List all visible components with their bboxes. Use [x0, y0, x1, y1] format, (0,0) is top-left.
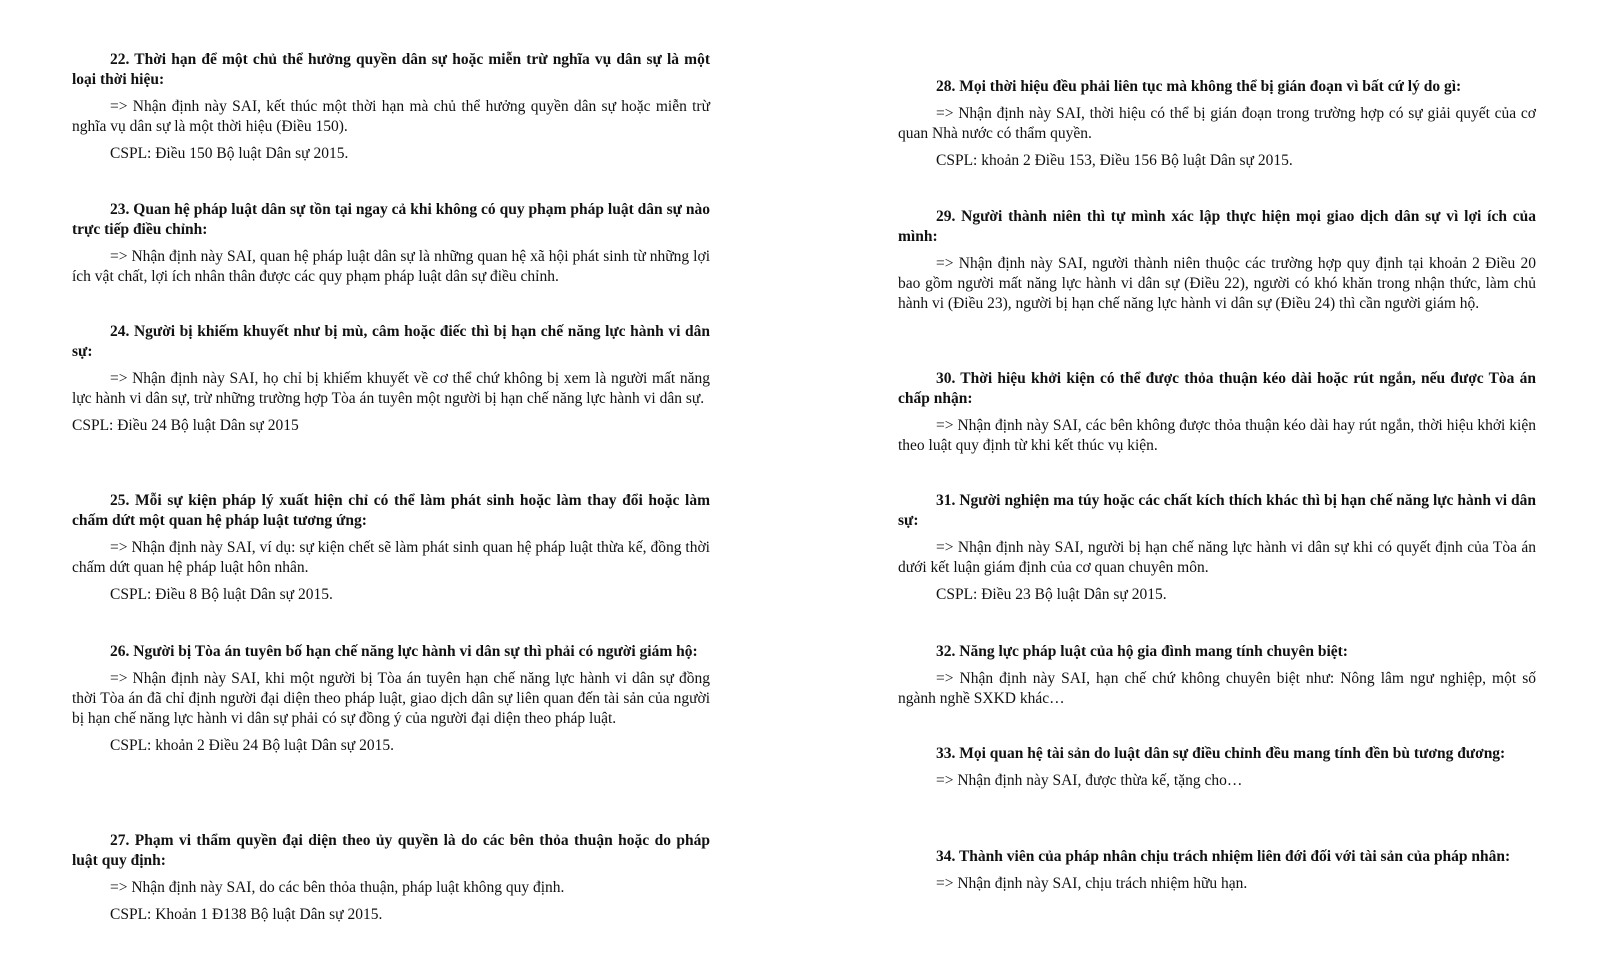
question-25 [72, 491, 710, 605]
question-title: 33. Mọi quan hệ tài sản do luật dân sự điều chỉnh đều mang tính đền bù tương đương: [936, 745, 1506, 762]
question-title: 24. Người bị khiếm khuyết như bị mù, câm hoặc điếc thì bị hạn chế năng lực hành vi dân sự: [72, 323, 710, 360]
legal-basis: CSPL: Khoản 1 Đ138 Bộ luật Dân sự 2015. [110, 906, 383, 923]
answer: => Nhận định này SAI, kết thúc một thời hạn mà chủ thể hưởng quyền dân sự hoặc miễn trừ nghĩa vụ dân sự là một thời hiệu (Điều 150). [72, 98, 710, 135]
question-title: 25. Mỗi sự kiện pháp lý xuất hiện chỉ có thể làm phát sinh hoặc làm thay đổi hoặc làm chấm dứt một quan hệ pháp luật tương ứng: [72, 492, 710, 529]
answer: => Nhận định này SAI, chịu trách nhiệm hữu hạn. [936, 875, 1248, 892]
answer: => Nhận định này SAI, họ chỉ bị khiếm khuyết về cơ thể chứ không bị xem là người mất năng lực hành vi dân sự, trừ những trường hợp Tòa án tuyên một người bị hạn chế năng lực hành vi dân sự. [72, 370, 710, 407]
answer: => Nhận định này SAI, người thành niên thuộc các trường hợp quy định tại khoản 2 Điều 20 bao gồm người mất năng lực hành vi dân sự (Điều 22), người có khó khăn trong nhận thức, làm chủ hành vi (Điều 23), người bị hạn chế năng lực hành vi dân sự (Điều 24) thì cần người giám hộ. [898, 255, 1536, 312]
question-title: 22. Thời hạn để một chủ thể hưởng quyền dân sự hoặc miễn trừ nghĩa vụ dân sự là một loại thời hiệu: [72, 51, 710, 88]
question-title: 32. Năng lực pháp luật của hộ gia đình mang tính chuyên biệt: [936, 643, 1348, 660]
question-34 [898, 847, 1536, 901]
question-title: 30. Thời hiệu khởi kiện có thể được thỏa thuận kéo dài hoặc rút ngắn, nếu được Tòa án chấp nhận: [898, 370, 1536, 407]
question-30 [898, 369, 1536, 463]
legal-basis: CSPL: Điều 8 Bộ luật Dân sự 2015. [110, 586, 333, 603]
legal-basis: CSPL: khoản 2 Điều 24 Bộ luật Dân sự 2015. [110, 737, 394, 754]
answer: => Nhận định này SAI, người bị hạn chế năng lực hành vi dân sự khi có quyết định của Tòa án dưới kết luận giám định của cơ quan chuyên môn. [898, 539, 1536, 576]
answer: => Nhận định này SAI, hạn chế chứ không chuyên biệt như: Nông lâm ngư nghiệp, một số ngành nghề SXKD khác… [898, 670, 1536, 707]
legal-basis: CSPL: Điều 150 Bộ luật Dân sự 2015. [110, 145, 349, 162]
legal-basis: CSPL: Điều 24 Bộ luật Dân sự 2015 [72, 417, 299, 434]
question-title: 27. Phạm vi thẩm quyền đại diện theo ủy quyền là do các bên thỏa thuận hoặc do pháp luật quy định: [72, 832, 710, 869]
answer: => Nhận định này SAI, ví dụ: sự kiện chết sẽ làm phát sinh quan hệ pháp luật thừa kế, đồng thời chấm dứt quan hệ pháp luật hôn nhân. [72, 539, 710, 576]
question-title: 26. Người bị Tòa án tuyên bố hạn chế năng lực hành vi dân sự thì phải có người giám hộ: [110, 643, 698, 660]
answer: => Nhận định này SAI, thời hiệu có thể bị gián đoạn trong trường hợp có sự giải quyết của cơ quan Nhà nước có thẩm quyền. [898, 105, 1536, 142]
question-31 [898, 491, 1536, 605]
question-title: 34. Thành viên của pháp nhân chịu trách nhiệm liên đới đối với tài sản của pháp nhân: [936, 848, 1511, 865]
question-title: 31. Người nghiện ma túy hoặc các chất kích thích khác thì bị hạn chế năng lực hành vi dân sự: [898, 492, 1536, 529]
answer: => Nhận định này SAI, quan hệ pháp luật dân sự là những quan hệ xã hội phát sinh từ những lợi ích vật chất, lợi ích nhân thân được các quy phạm pháp luật dân sự điều chỉnh. [72, 248, 710, 285]
question-23 [72, 200, 710, 294]
question-33 [898, 744, 1536, 798]
legal-basis: CSPL: khoản 2 Điều 153, Điều 156 Bộ luật Dân sự 2015. [936, 152, 1293, 169]
answer: => Nhận định này SAI, được thừa kế, tặng cho… [936, 772, 1243, 789]
answer: => Nhận định này SAI, do các bên thỏa thuận, pháp luật không quy định. [110, 879, 565, 896]
question-title: 23. Quan hệ pháp luật dân sự tồn tại ngay cả khi không có quy phạm pháp luật dân sự nào trực tiếp điều chỉnh: [72, 201, 710, 238]
question-29 [898, 207, 1536, 321]
legal-basis: CSPL: Điều 23 Bộ luật Dân sự 2015. [936, 586, 1167, 603]
question-22 [72, 50, 710, 164]
right-page [898, 0, 1536, 978]
question-32 [898, 642, 1536, 716]
question-24 [72, 322, 710, 436]
left-page [72, 0, 710, 978]
question-26 [72, 642, 710, 756]
question-28 [898, 77, 1536, 171]
question-title: 29. Người thành niên thì tự mình xác lập thực hiện mọi giao dịch dân sự vì lợi ích của mình: [898, 208, 1536, 245]
question-27 [72, 831, 710, 925]
question-title: 28. Mọi thời hiệu đều phải liên tục mà không thể bị gián đoạn vì bất cứ lý do gì: [936, 78, 1462, 95]
answer: => Nhận định này SAI, các bên không được thỏa thuận kéo dài hay rút ngắn, thời hiệu khởi kiện theo luật quy định từ khi kết thúc vụ kiện. [898, 417, 1536, 454]
answer: => Nhận định này SAI, khi một người bị Tòa án tuyên hạn chế năng lực hành vi dân sự đồng thời Tòa án đã chỉ định người đại diện theo pháp luật, giao dịch dân sự liên quan đến tài sản của người bị hạn chế năng lực hành vi dân sự phải có sự đồng ý của người đại diện theo pháp luật. [72, 670, 710, 727]
